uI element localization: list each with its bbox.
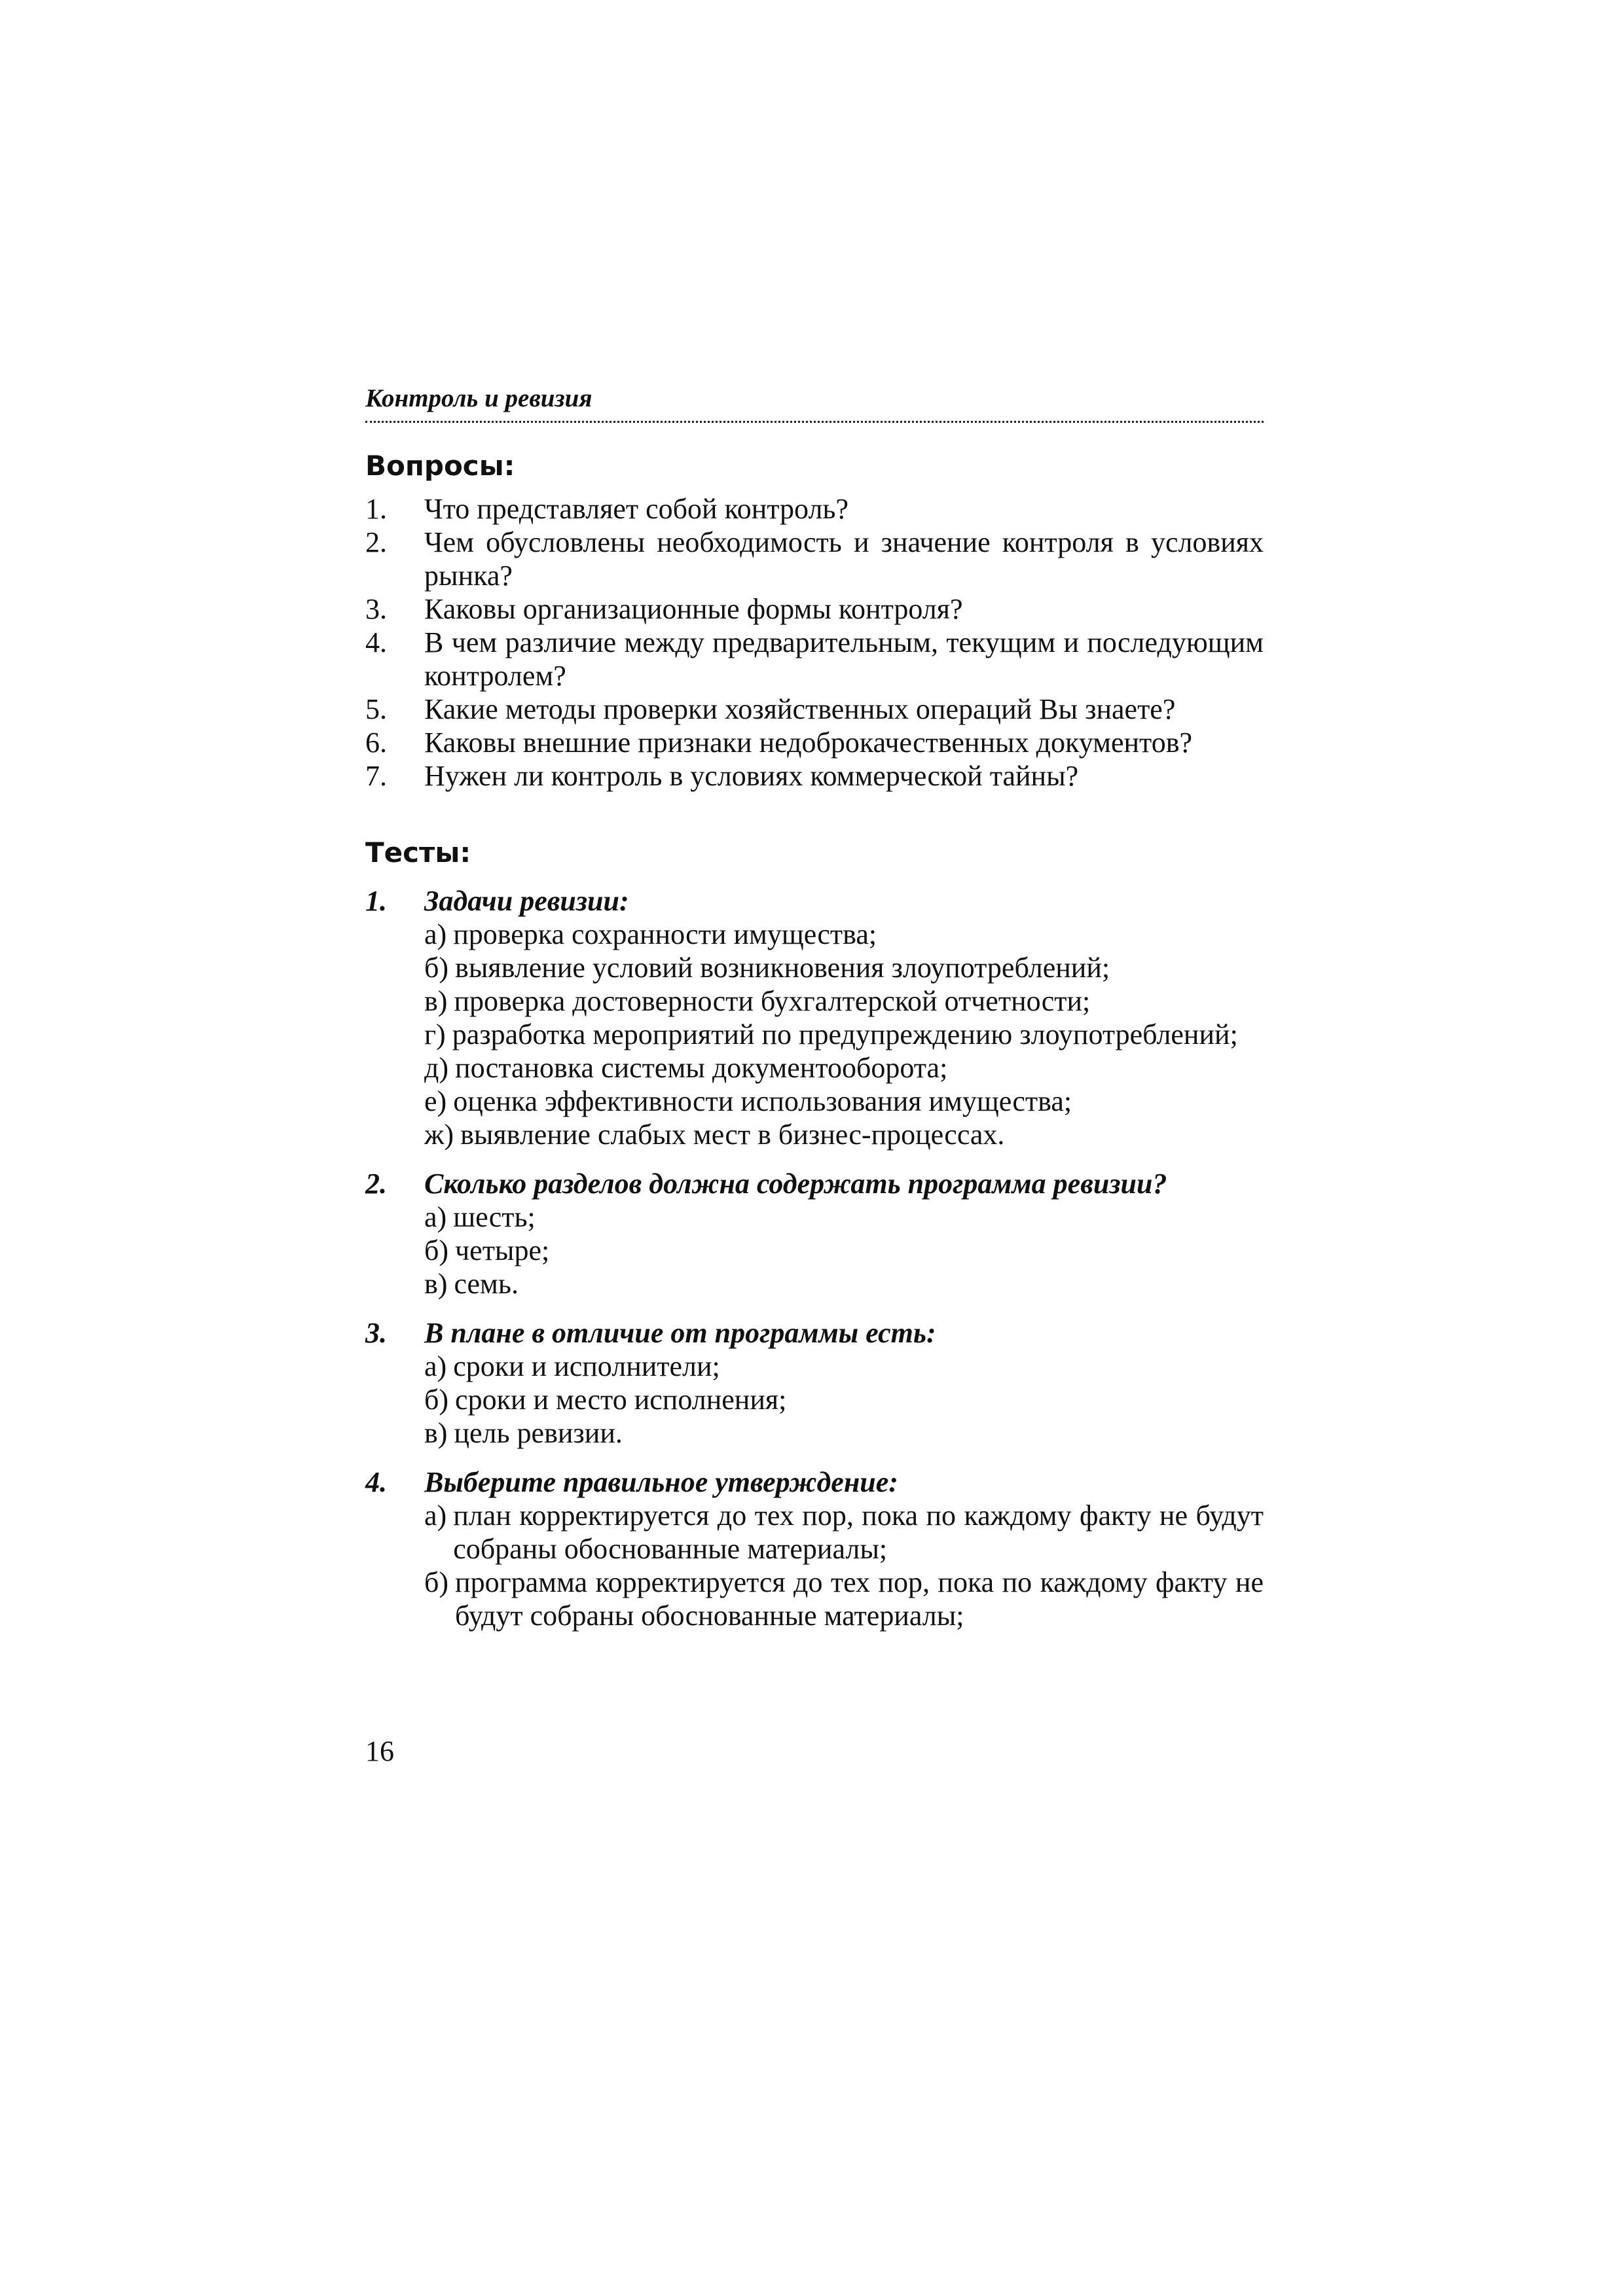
answer-option <box>424 918 1264 951</box>
answer-text: цель ревизии. <box>454 1417 623 1449</box>
test-item <box>365 1167 1264 1300</box>
test-item <box>365 884 1264 1151</box>
running-head: Контроль и ревизия <box>365 383 1264 423</box>
answer-option <box>424 984 1264 1018</box>
answer-text: план корректируется до тех пор, пока по каждому факту не будут собраны обоснованные материалы; <box>453 1499 1264 1565</box>
test-question <box>365 1316 1264 1350</box>
question-item <box>365 692 1264 726</box>
answer-option <box>424 1416 1264 1450</box>
answer-letter: б) <box>424 1384 449 1416</box>
answer-option <box>424 1018 1264 1051</box>
question-text: Каковы внешние признаки недоброкачественных документов? <box>424 726 1193 759</box>
answer-letter: а) <box>424 1499 447 1532</box>
question-number: 2. <box>365 526 387 558</box>
question-number: 6. <box>365 726 387 759</box>
answer-text: проверка сохранности имущества; <box>453 918 877 950</box>
questions-list <box>365 492 1264 793</box>
answer-text: постановка системы документооборота; <box>455 1052 948 1084</box>
answer-letter: в) <box>424 1417 448 1449</box>
answer-text: сроки и исполнители; <box>453 1350 720 1382</box>
answer-list <box>424 918 1264 1151</box>
answer-option <box>424 1383 1264 1416</box>
answer-option <box>424 1499 1264 1566</box>
answer-letter: в) <box>424 985 448 1017</box>
answer-option <box>424 1234 1264 1267</box>
answer-option <box>424 1200 1264 1234</box>
answer-letter: б) <box>424 1234 449 1266</box>
question-item <box>365 492 1264 526</box>
test-question <box>365 884 1264 918</box>
answer-list <box>424 1499 1264 1632</box>
question-item <box>365 526 1264 592</box>
test-item <box>365 1316 1264 1450</box>
question-number: 3. <box>365 593 387 625</box>
answer-text: выявление слабых мест в бизнес-процессах. <box>460 1119 1005 1151</box>
test-question <box>365 1167 1264 1200</box>
answer-letter: б) <box>424 952 449 984</box>
test-question-text: Сколько разделов должна содержать программа ревизии? <box>424 1168 1167 1200</box>
answer-option <box>424 1051 1264 1085</box>
answer-text: программа корректируется до тех пор, пока по каждому факту не будут собраны обоснованные материалы; <box>455 1566 1264 1632</box>
question-number: 4. <box>365 626 387 658</box>
test-number: 2. <box>365 1168 387 1200</box>
test-question <box>365 1465 1264 1499</box>
page-content <box>365 383 1264 1648</box>
test-question-text: Выберите правильное утверждение: <box>424 1466 898 1498</box>
question-text: Какие методы проверки хозяйственных операций Вы знаете? <box>424 693 1176 725</box>
question-text: Что представляет собой контроль? <box>424 493 848 525</box>
answer-letter: а) <box>424 918 447 950</box>
answer-text: оценка эффективности использования имущества; <box>453 1085 1072 1117</box>
answer-letter: а) <box>424 1201 447 1233</box>
tests-list <box>365 884 1264 1632</box>
question-item <box>365 592 1264 626</box>
answer-text: выявление условий возникновения злоупотреблений; <box>455 952 1110 984</box>
answer-letter: б) <box>424 1566 449 1598</box>
answer-letter: а) <box>424 1350 447 1382</box>
answer-letter: в) <box>424 1268 448 1300</box>
question-number: 1. <box>365 493 387 525</box>
question-number: 7. <box>365 760 387 792</box>
test-item <box>365 1465 1264 1632</box>
answer-letter: г) <box>424 1018 446 1050</box>
answer-text: сроки и место исполнения; <box>455 1384 787 1416</box>
answer-list <box>424 1200 1264 1300</box>
answer-option <box>424 1085 1264 1118</box>
question-item <box>365 759 1264 793</box>
answer-option <box>424 1267 1264 1300</box>
question-item <box>365 726 1264 759</box>
questions-title: Вопросы: <box>365 450 515 482</box>
question-number: 5. <box>365 693 387 725</box>
answer-letter: ж) <box>424 1119 454 1151</box>
question-item <box>365 626 1264 692</box>
question-text: Чем обусловлены необходимость и значение контроля в условиях рынка? <box>424 526 1264 592</box>
answer-text: семь. <box>454 1268 519 1300</box>
test-question-text: Задачи ревизии: <box>424 885 629 917</box>
question-text: Каковы организационные формы контроля? <box>424 593 963 625</box>
answer-option <box>424 1566 1264 1632</box>
tests-title: Тесты: <box>365 836 471 869</box>
test-number: 4. <box>365 1466 387 1498</box>
answer-text: проверка достоверности бухгалтерской отчетности; <box>454 985 1091 1017</box>
answer-text: четыре; <box>455 1234 550 1266</box>
page-number: 16 <box>365 1735 394 1767</box>
answer-letter: д) <box>424 1052 449 1084</box>
answer-letter: е) <box>424 1085 447 1117</box>
answer-option <box>424 1350 1264 1383</box>
answer-list <box>424 1350 1264 1450</box>
test-number: 3. <box>365 1317 387 1349</box>
answer-option <box>424 951 1264 984</box>
answer-option <box>424 1118 1264 1151</box>
test-question-text: В плане в отличие от программы есть: <box>424 1317 936 1349</box>
test-number: 1. <box>365 885 387 917</box>
answer-text: шесть; <box>453 1201 536 1233</box>
question-text: Нужен ли контроль в условиях коммерческой тайны? <box>424 760 1079 792</box>
answer-text: разработка мероприятий по предупреждению злоупотреблений; <box>452 1018 1238 1050</box>
question-text: В чем различие между предварительным, текущим и последующим контролем? <box>424 626 1264 692</box>
